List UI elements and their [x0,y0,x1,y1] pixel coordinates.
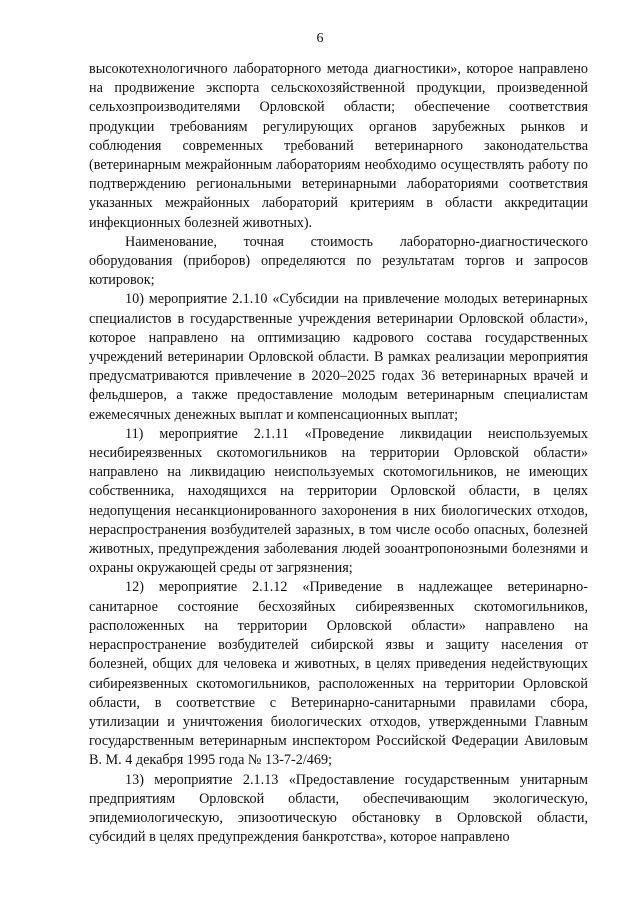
page-number: 6 [316,31,324,46]
paragraph-item-11: 11) мероприятие 2.1.11 «Проведение ликвидации неиспользуемых несибиреязвенных скотомогильников на территории Орловской области» направлено на ликвидацию неиспользуемых скотомогильников, не имеющих собственника, находящихся на территории Орловской области, в целях недопущения несанкционированного захоронения в них биологических отходов, нераспространения возбудителей заразных, в том числе особо опасных, болезней животных, предупреждения заболевания людей зооантропонозными болезнями и охраны окружающей среды от загрязнения; [89,425,588,577]
paragraph-item-13: 13) мероприятие 2.1.13 «Предоставление государственным унитарным предприятиям Орловской области, обеспечивающим экологическую, эпидемиологическую, эпизоотическую обстановку в Орловской области, субсидий в целях предупреждения банкротства», которое направлено [89,771,588,846]
paragraph-item-12: 12) мероприятие 2.1.12 «Приведение в надлежащее ветеринарно-санитарное состояние бесхозяйных сибиреязвенных скотомогильников, расположенных на территории Орловской области» направлено на нераспространение возбудителей сибирской язвы и защиту населения от болезней, общих для человека и животных, в целях приведения недействующих сибиреязвенных скотомогильников, расположенных на территории Орловской области, в соответствие с Ветеринарно-санитарными правилами сбора, утилизации и уничтожения биологических отходов, утвержденными Главным государственным ветеринарным инспектором Российской Федерации Авиловым В. М. 4 декабря 1995 года № 13-7-2/469; [89,579,588,769]
paragraph-intro: высокотехнологичного лабораторного метода диагностики», которое направлено на продвижение экспорта сельскохозяйственной продукции, произведенной сельхозпроизводителями Орловской области; обеспечение соответствия продукции требованиям регулирующих органов зарубежных рынков и соблюдения современных требований ветеринарного законодательства (ветеринарным межрайонным лабораториям необходимо осуществлять работу по подтверждению региональными ветеринарными лабораториями соответствия указанных межрайонных лабораторий критериям в области аккредитации инфекционных болезней животных). [89,61,588,231]
paragraph-item-10: 10) мероприятие 2.1.10 «Субсидии на привлечение молодых ветеринарных специалистов в государственные учреждения ветеринарии Орловской области», которое направлено на оптимизацию кадрового состава государственных учреждений ветеринарии Орловской области. В рамках реализации мероприятия предусматриваются привлечение в 2020–2025 годах 36 ветеринарных врачей и фельдшеров, а также предоставление молодым ветеринарным специалистам ежемесячных денежных выплат и компенсационных выплат; [89,291,588,423]
paragraph-equipment: Наименование, точная стоимость лабораторно-диагностического оборудования (приборов) определяются по результатам торгов и запросов котировок; [89,233,588,289]
document-body [89,60,588,847]
